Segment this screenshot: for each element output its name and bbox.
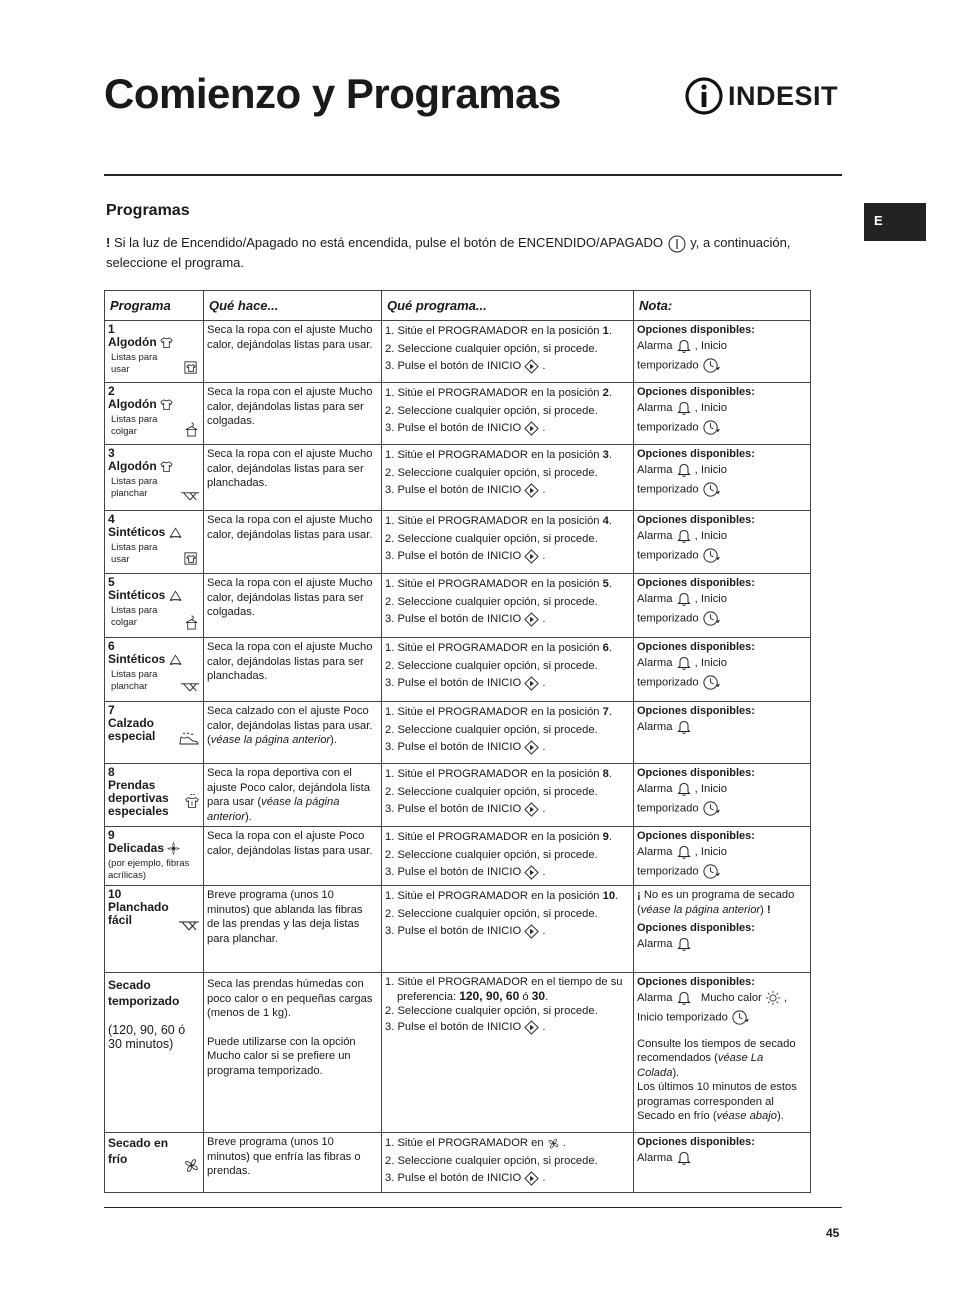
program-description: Seca la ropa con el ajuste Mucho calor, dejándolas listas para ser colgadas. [207,577,373,618]
intro-before: Si la luz de Encendido/Apagado no está encendida, pulse el botón de ENCENDIDO/APAGADO [113,235,663,250]
program-description: Seca la ropa con el ajuste Mucho calor, dejándolas listas para ser planchadas. [207,641,373,682]
program-name: Algodón [108,398,200,411]
step-1: 1. Sitúe el PROGRAMADOR en la posición 5. [385,578,612,590]
program-subtitle: Listas para planchar [111,476,158,500]
program-number: 1 [108,322,115,336]
program-number: 3 [108,446,115,460]
step-1: 1. Sitúe el PROGRAMADOR en la posición 6. [385,642,612,654]
options-title: Opciones disponibles: [637,922,755,934]
step-1: 1. Sitúe el PROGRAMADOR en la posición 10. [385,890,619,902]
program-number: 4 [108,512,115,526]
shoe-icon [178,730,200,748]
program-name: Delicadas [108,842,200,855]
options-line: Alarma , Inicio [637,338,807,356]
how-cell [382,764,634,827]
program-description: Seca las prendas húmedas con poco calor o en pequeñas cargas (menos de 1 kg). [207,978,373,1019]
what-cell [204,383,382,445]
options-line: Alarma [637,719,807,737]
what-cell [204,702,382,764]
step-3: 3. Pulse el botón de INICIO . [385,925,546,937]
sportswear-icon [184,794,200,812]
start-icon [524,612,539,627]
step-3: 3. Pulse el botón de INICIO . [385,803,546,815]
note-cell [634,973,811,1133]
step-1: 1. Sitúe el PROGRAMADOR en la posición 7. [385,706,612,718]
options-title: Opciones disponibles: [637,767,755,779]
step-2: 2. Seleccione cualquier opción, si procede. [385,466,598,479]
step-3: 3. Pulse el botón de INICIO . [385,677,546,689]
note-cell [634,383,811,445]
delayed-start-icon [702,609,721,628]
options-line-2: temporizado [637,480,807,499]
delayed-start-icon [702,356,721,375]
note-cell [634,702,811,764]
note-cell [634,321,811,383]
options-title: Opciones disponibles: [637,830,755,842]
power-icon [667,235,687,253]
step-3: 3. Pulse el botón de INICIO . [385,866,546,878]
iron-icon [180,487,200,504]
bottom-divider [104,1207,842,1208]
col-header-note: Nota: [634,291,811,321]
col-header-how: Qué programa... [382,291,634,321]
program-cell [105,321,204,383]
table-header-row [105,291,811,321]
iron-icon [180,678,200,695]
program-description: Seca la ropa con el ajuste Poco calor, dejándolas listas para usar. [207,830,373,857]
what-cell [204,511,382,574]
program-name: Secado en frío [108,1136,169,1166]
alarm-bell-icon [676,400,692,416]
what-cell [204,827,382,886]
program-name: Calzado especial [108,716,156,743]
table-row [105,511,811,574]
step-1: 1. Sitúe el PROGRAMADOR en . [385,1137,566,1149]
options-title: Opciones disponibles: [637,641,755,653]
step-2: 2. Seleccione cualquier opción, si procede. [385,1005,598,1017]
step-3: 3. Pulse el botón de INICIO . [385,550,546,562]
programs-table [104,290,811,1193]
options-title: Opciones disponibles: [637,386,755,398]
alarm-bell-icon [676,1150,692,1166]
step-1: 1. Sitúe el PROGRAMADOR en el tiempo de su preferencia: 120, 90, 60 ó 30. [385,976,623,1003]
table-row [105,574,811,638]
program-name: Sintéticos [108,589,200,602]
alarm-bell-icon [676,719,692,735]
options-line: Alarma , Inicio [637,655,807,673]
note-cell [634,1133,811,1193]
options-line-2: temporizado [637,418,807,437]
program-subtitle: Listas para usar [111,352,158,376]
start-icon [524,421,539,436]
options-line-2: temporizado [637,609,807,628]
note-cell [634,827,811,886]
program-description: Seca la ropa con el ajuste Mucho calor, dejándolas listas para ser planchadas. [207,448,373,489]
program-description: Seca la ropa con el ajuste Mucho calor, dejándolas listas para usar. [207,324,373,351]
options-line-2: Inicio temporizado [637,1008,807,1027]
program-cell [105,973,204,1133]
program-description: Seca la ropa con el ajuste Mucho calor, dejándolas listas para ser colgadas. [207,386,373,427]
step-2: 2. Seleccione cualquier opción, si procede. [385,595,598,608]
note-cell [634,886,811,973]
step-1: 1. Sitúe el PROGRAMADOR en la posición 8. [385,768,612,780]
cold-fan-icon [547,1137,560,1150]
delayed-start-icon [702,546,721,565]
table-row [105,638,811,702]
top-divider [104,174,842,176]
alarm-bell-icon [676,462,692,478]
program-cell [105,383,204,445]
indesit-logo-icon [684,76,724,116]
options-line-2: temporizado [637,799,807,818]
alarm-bell-icon [676,655,692,671]
program-description: Seca la ropa deportiva con el ajuste Poco calor, dejándola lista para usar (véase la página anterior). [207,767,370,823]
table-row [105,702,811,764]
program-number: 7 [108,703,115,717]
options-line: Alarma , Inicio [637,400,807,418]
options-line-2: temporizado [637,356,807,375]
alarm-bell-icon [676,990,692,1006]
start-icon [524,549,539,564]
page-title: Comienzo y Programas [104,70,561,117]
step-2: 2. Seleccione cualquier opción, si procede. [385,659,598,672]
step-3: 3. Pulse el botón de INICIO . [385,1172,546,1184]
note-cell [634,638,811,702]
program-description-extra: Puede utilizarse con la opción Mucho calor si se prefiere un programa temporizado. [207,1035,356,1077]
program-subtitle: Listas para colgar [111,414,158,438]
step-1: 1. Sitúe el PROGRAMADOR en la posición 3. [385,449,612,461]
program-cell [105,511,204,574]
what-cell [204,445,382,511]
program-subtitle: Listas para usar [111,542,158,566]
options-title: Opciones disponibles: [637,705,755,717]
options-line: Alarma [637,1150,807,1168]
delayed-start-icon [702,480,721,499]
how-cell [382,827,634,886]
what-cell [204,1133,382,1193]
program-number: 6 [108,639,115,653]
alarm-bell-icon [676,844,692,860]
program-description: Seca calzado con el ajuste Poco calor, dejándolas listas para usar. (véase la página anterior). [207,705,373,746]
program-name: Sintéticos [108,526,200,539]
options-line: Alarma , Inicio [637,591,807,609]
program-cell [105,764,204,827]
alarm-bell-icon [676,528,692,544]
program-subtitle: Listas para planchar [111,669,158,693]
program-cell [105,886,204,973]
options-line-2: temporizado [637,546,807,565]
program-cell [105,638,204,702]
options-title: Opciones disponibles: [637,324,755,336]
step-2: 2. Seleccione cualquier opción, si procede. [385,404,598,417]
how-cell [382,574,634,638]
what-cell [204,886,382,973]
program-cell [105,702,204,764]
what-cell [204,764,382,827]
program-number: 9 [108,828,115,842]
program-number: 8 [108,765,115,779]
delayed-start-icon [702,673,721,692]
table-row [105,1133,811,1193]
program-number: 5 [108,575,115,589]
step-2: 2. Seleccione cualquier opción, si procede. [385,785,598,798]
table-row [105,321,811,383]
start-icon [524,676,539,691]
what-cell [204,973,382,1133]
delayed-start-icon [702,418,721,437]
delayed-start-icon [702,862,721,881]
start-icon [524,483,539,498]
program-description: Breve programa (unos 10 minutos) que ablanda las fibras de las prendas y las deja listas para planchar. [207,889,363,945]
note-warning: ¡ No es un programa de secado (véase la página anterior) ! [637,889,795,916]
how-cell [382,886,634,973]
program-cell [105,574,204,638]
table-row [105,764,811,827]
how-cell [382,445,634,511]
delayed-start-icon [702,799,721,818]
program-name: Planchado fácil [108,900,169,927]
col-header-program: Programa [105,291,204,321]
step-2: 2. Seleccione cualquier opción, si procede. [385,723,598,736]
step-2: 2. Seleccione cualquier opción, si procede. [385,848,598,861]
program-subtitle: (por ejemplo, fibras acrílicas) [108,858,190,882]
brand-logo [684,76,838,116]
options-title: Opciones disponibles: [637,577,755,589]
synthetic-icon [169,653,182,666]
options-line-2: temporizado [637,673,807,692]
high-heat-sun-icon [765,990,781,1006]
brand-name: INDESIT [728,80,839,111]
table-row [105,827,811,886]
program-cell [105,445,204,511]
how-cell [382,511,634,574]
step-3: 3. Pulse el botón de INICIO . [385,741,546,753]
language-tab: E [864,203,926,241]
options-line: Alarma , Inicio [637,844,807,862]
program-param: (120, 90, 60 ó 30 minutos) [108,1023,186,1051]
intro-text [106,233,806,272]
program-description: Seca la ropa con el ajuste Mucho calor, dejándolas listas para usar. [207,514,373,541]
program-cell [105,827,204,886]
how-cell [382,973,634,1133]
start-icon [524,359,539,374]
program-description: Breve programa (unos 10 minutos) que enfría las fibras o prendas. [207,1136,361,1177]
alarm-bell-icon [676,781,692,797]
hanger-icon [183,421,200,438]
step-2: 2. Seleccione cualquier opción, si procede. [385,342,598,355]
options-line: Alarma [637,936,807,954]
program-name: Sintéticos [108,653,200,666]
options-line: Alarma , Inicio [637,528,807,546]
options-title: Opciones disponibles: [637,1136,755,1148]
step-2: 2. Seleccione cualquier opción, si procede. [385,532,598,545]
alarm-bell-icon [676,338,692,354]
start-icon [524,924,539,939]
how-cell [382,383,634,445]
program-number: 10 [108,887,122,901]
cold-fan-icon [183,1157,200,1174]
program-name: Algodón [108,336,200,349]
table-row [105,383,811,445]
options-line: Alarma Mucho calor , [637,990,807,1008]
how-cell [382,321,634,383]
note-cell [634,574,811,638]
iron-icon [178,916,200,934]
alarm-bell-icon [676,936,692,952]
ready-to-wear-icon [183,550,200,567]
cotton-shirt-icon [160,398,173,411]
step-1: 1. Sitúe el PROGRAMADOR en la posición 2. [385,387,612,399]
options-line-2: temporizado [637,862,807,881]
note-drying-times: Consulte los tiempos de secado recomendados (véase La Colada). [637,1037,796,1079]
delayed-start-icon [731,1008,750,1027]
note-cell [634,445,811,511]
how-cell [382,1133,634,1193]
start-icon [524,1171,539,1186]
step-3: 3. Pulse el botón de INICIO . [385,422,546,434]
program-cell [105,1133,204,1193]
start-icon [524,865,539,880]
program-name: Prendas deportivas especiales [108,778,169,818]
start-icon [524,1020,539,1035]
step-2: 2. Seleccione cualquier opción, si procede. [385,907,598,920]
program-name: Algodón [108,460,200,473]
how-cell [382,702,634,764]
table-row [105,886,811,973]
hanger-icon [183,614,200,631]
options-title: Opciones disponibles: [637,514,755,526]
program-subtitle: Listas para colgar [111,605,158,629]
start-icon [524,740,539,755]
what-cell [204,574,382,638]
start-icon [524,802,539,817]
step-1: 1. Sitúe el PROGRAMADOR en la posición 1. [385,325,612,337]
how-cell [382,638,634,702]
what-cell [204,321,382,383]
options-line: Alarma , Inicio [637,462,807,480]
note-cell [634,511,811,574]
intro-after: y, a continuación, seleccione el programa. [106,235,791,270]
options-title: Opciones disponibles: [637,448,755,460]
step-3: 3. Pulse el botón de INICIO . [385,613,546,625]
step-3: 3. Pulse el botón de INICIO . [385,484,546,496]
step-3: 3. Pulse el botón de INICIO . [385,360,546,372]
ready-to-wear-icon [183,359,200,376]
options-title: Opciones disponibles: [637,976,755,988]
cotton-shirt-icon [160,460,173,473]
note-cell [634,764,811,827]
program-number: 2 [108,384,115,398]
synthetic-icon [169,526,182,539]
warning-mark: ! [106,235,111,250]
program-name: Secado temporizado [108,978,180,1008]
section-title: Programas [106,202,190,219]
page-number: 45 [826,1226,840,1240]
synthetic-icon [169,589,182,602]
table-row [105,445,811,511]
options-line: Alarma , Inicio [637,781,807,799]
table-row [105,973,811,1133]
col-header-what: Qué hace... [204,291,382,321]
note-cold-ending: Los últimos 10 minutos de estos programas corresponden al Secado en frío (véase abajo). [637,1081,797,1122]
alarm-bell-icon [676,591,692,607]
step-1: 1. Sitúe el PROGRAMADOR en la posición 9. [385,831,612,843]
cotton-shirt-icon [160,336,173,349]
delicate-icon [167,842,180,855]
step-2: 2. Seleccione cualquier opción, si procede. [385,1154,598,1167]
what-cell [204,638,382,702]
step-3: 3. Pulse el botón de INICIO . [385,1021,546,1033]
step-1: 1. Sitúe el PROGRAMADOR en la posición 4. [385,515,612,527]
